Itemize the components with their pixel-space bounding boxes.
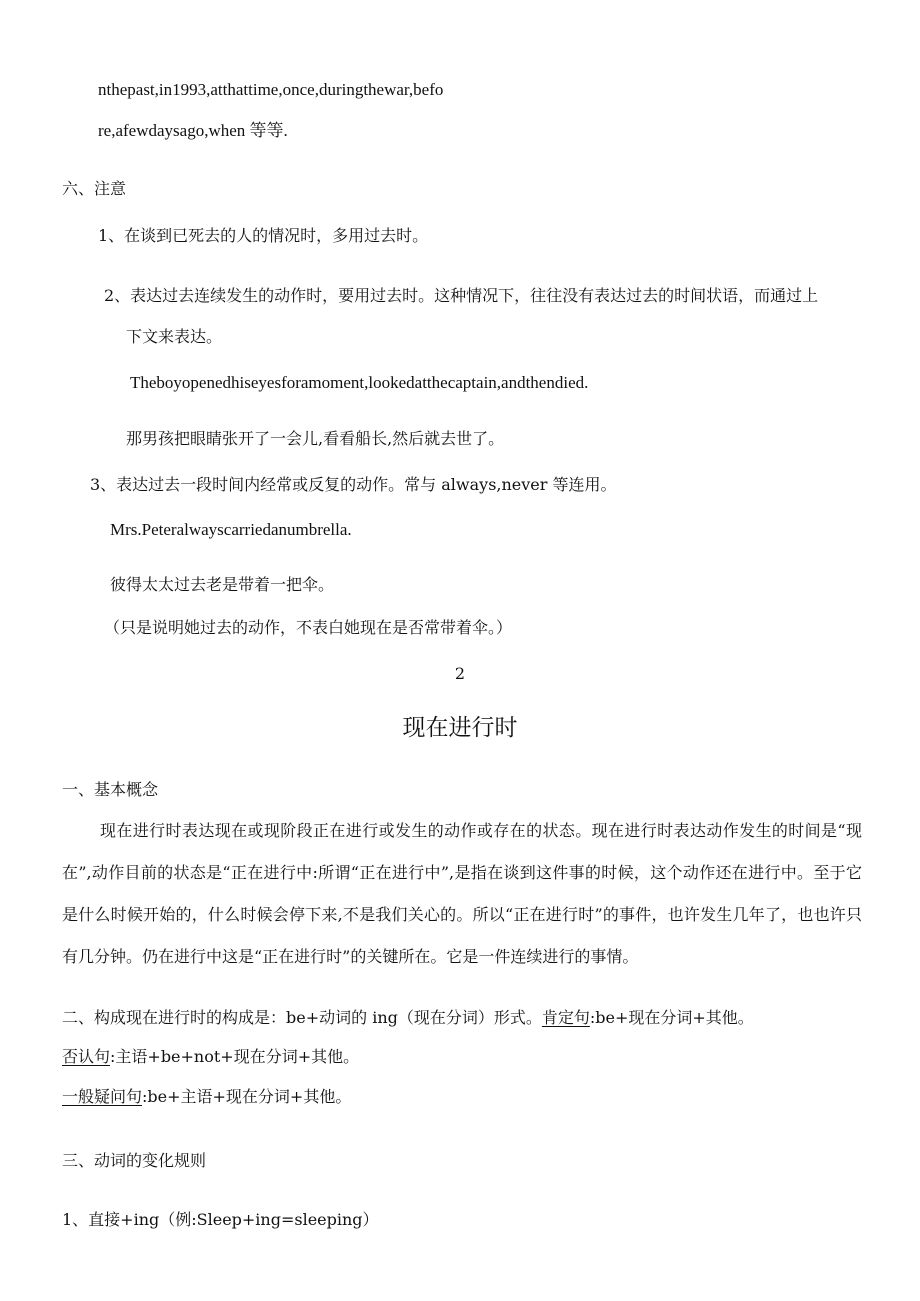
rule-1: 1、直接+ing（例:Sleep+ing=sleeping）: [62, 1210, 379, 1229]
continuation-line-2: re,afewdaysago,when 等等.: [98, 121, 288, 140]
affirmative-label: 肯定句: [541, 1008, 590, 1027]
section-6-heading: 六、注意: [62, 179, 127, 198]
section-3-heading: 三、动词的变化规则: [62, 1151, 207, 1170]
negative-label: 否认句: [62, 1047, 111, 1066]
negative-line: [62, 1046, 359, 1068]
question-label: 一般疑问句: [62, 1087, 143, 1106]
question-line: [62, 1086, 351, 1108]
page-title: 现在进行时: [402, 715, 518, 741]
page-number: 2: [454, 664, 466, 683]
section-2-prefix: 二、构成现在进行时的构成是：be+动词的 ing（现在分词）形式。: [62, 1008, 542, 1027]
note-2-line-1: 2、表达过去连续发生的动作时，要用过去时。这种情况下，往往没有表达过去的时间状语，而通过上: [104, 286, 819, 305]
section-2-line: [62, 1007, 754, 1029]
example-1-english: Theboyopenedhiseyesforamoment,lookedatthecaptain,andthendied.: [130, 373, 589, 392]
section-1-heading: 一、基本概念: [62, 780, 159, 799]
note-1: 1、在谈到已死去的人的情况时，多用过去时。: [98, 226, 429, 245]
affirmative-formula: :be+现在分词+其他。: [589, 1008, 754, 1027]
note-3: 3、表达过去一段时间内经常或反复的动作。常与 always,never 等连用。: [90, 475, 617, 494]
question-formula: :be+主语+现在分词+其他。: [142, 1087, 352, 1106]
negative-formula: :主语+be+not+现在分词+其他。: [110, 1047, 360, 1066]
section-1-paragraph: 现在进行时表达现在或现阶段正在进行或发生的动作或存在的状态。现在进行时表达动作发生的时间是“现在”,动作目前的状态是“正在进行中:所谓“正在进行中”,是指在谈到这件事的时候，这个动作还在进行中。至于它是什么时候开始的，什么时候会停下来,不是我们关心的。所以“正在进行时”的事件，也许发生几年了，也也许只有几分钟。仍在进行中这是“正在进行时”的关键所在。它是一件连续进行的事情。: [62, 821, 862, 966]
example-2-english: Mrs.Peteralwayscarriedanumbrella.: [110, 520, 352, 539]
note-2-line-2: 下文来表达。: [126, 327, 223, 346]
example-1-chinese: 那男孩把眼睛张开了一会儿,看看船长,然后就去世了。: [126, 429, 505, 448]
example-2-note: （只是说明她过去的动作，不表白她现在是否常带着伞。）: [104, 618, 513, 637]
continuation-line-1: nthepast,in1993,atthattime,once,duringthewar,befo: [98, 80, 444, 99]
example-2-chinese: 彼得太太过去老是带着一把伞。: [110, 575, 335, 594]
